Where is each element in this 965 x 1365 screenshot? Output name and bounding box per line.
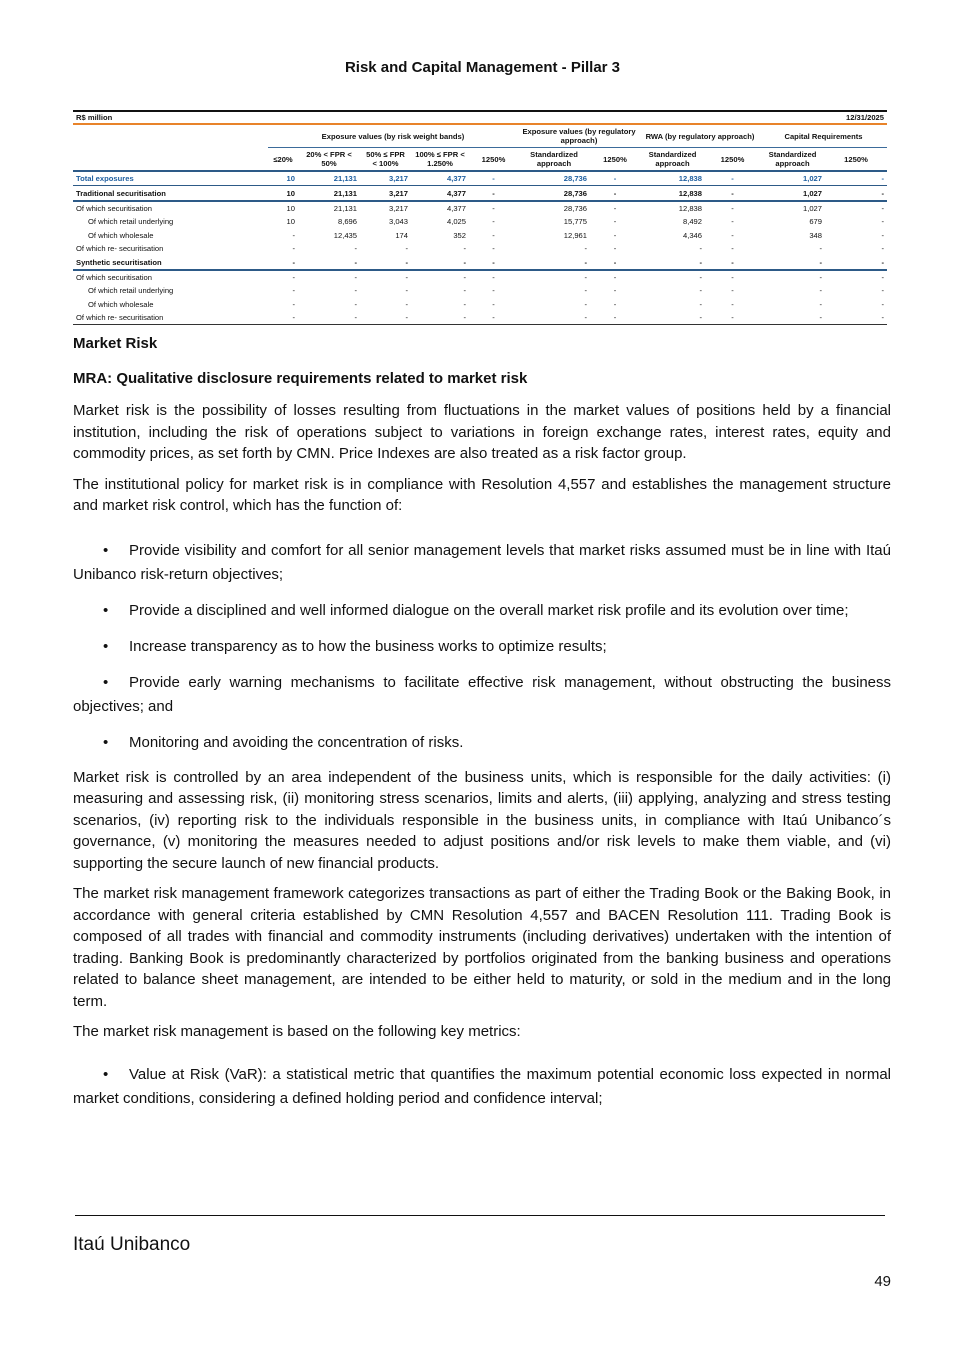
table-cell: -: [760, 311, 825, 325]
table-cell: -: [292, 244, 295, 254]
table-cell: -: [705, 311, 760, 325]
table-cell: -: [825, 171, 887, 186]
table-cell: -: [731, 217, 734, 227]
bullet-icon: •: [103, 733, 109, 751]
paragraph: The market risk management is based on the following key metrics:: [73, 1023, 521, 1040]
table-cell: 28,736: [563, 203, 587, 213]
table-cell: -: [292, 272, 295, 282]
row-label: Of which re- securitisation: [76, 244, 164, 254]
bullet-text: Provide early warning mechanisms to facilitate effective risk management, without obstructing the business objectives; and: [73, 673, 891, 715]
table-cell: -: [298, 255, 360, 269]
table-cell: -: [492, 244, 495, 254]
table-cell: -: [640, 311, 705, 325]
table-cell: -: [298, 311, 360, 325]
column-header: ≤20%: [268, 148, 298, 172]
table-cell: -: [640, 255, 705, 269]
table-cell: -: [292, 299, 295, 309]
column-header: Standardized approach: [760, 148, 825, 172]
table-cell: -: [469, 255, 518, 269]
row-label: Of which securitisation: [76, 203, 152, 213]
row-label: Traditional securitisation: [73, 186, 268, 201]
table-cell: 4,025: [446, 217, 466, 227]
table-cell: -: [584, 244, 587, 254]
bullet-item: [73, 1063, 891, 1111]
table-row: [73, 171, 887, 186]
table-cell: -: [705, 186, 760, 201]
table-cell: 10: [268, 171, 298, 186]
table-cell: -: [590, 255, 640, 269]
table-cell: 1,027: [760, 171, 825, 186]
bullet-text: Increase transparency as to how the business works to optimize results;: [129, 637, 607, 655]
table-cell: -: [469, 171, 518, 186]
table-cell: -: [699, 244, 702, 254]
column-header: 100% ≤ FPR < 1.250%: [411, 148, 469, 172]
table-row: [73, 229, 887, 242]
table-cell: 8,492: [682, 217, 702, 227]
table-row: [73, 284, 887, 297]
table-cell: 174: [395, 230, 408, 240]
table-cell: -: [354, 286, 357, 296]
group-header: Capital Requirements: [760, 124, 887, 148]
table-cell: -: [705, 255, 760, 269]
table-cell: 3,217: [360, 186, 411, 201]
table-cell: -: [613, 272, 617, 282]
table-cell: -: [699, 272, 702, 282]
bullet-text: Value at Risk (VaR): a statistical metric that quantifies the maximum potential economic loss expected in normal market conditions, considering a defined holding period and confidence interval;: [73, 1065, 891, 1107]
column-header: 1250%: [705, 148, 760, 172]
page-header: Risk and Capital Management - Pillar 3: [344, 59, 621, 76]
table-cell: -: [613, 230, 617, 240]
table-row: [73, 270, 887, 284]
table-cell: 21,131: [298, 171, 360, 186]
table-cell: 3,043: [388, 217, 408, 227]
table-cell: -: [590, 186, 640, 201]
table-row: [73, 298, 887, 311]
bullet-icon: •: [103, 1065, 109, 1083]
row-label: Of which wholesale: [88, 299, 154, 309]
table-cell: -: [492, 230, 495, 240]
group-header: RWA (by regulatory approach): [640, 124, 760, 148]
table-cell: 21,131: [298, 186, 360, 201]
table-cell: -: [492, 203, 495, 213]
table-cell: -: [699, 286, 702, 296]
table-cell: 28,736: [518, 171, 590, 186]
bullet-icon: •: [103, 541, 109, 559]
table-cell: 10: [286, 217, 295, 227]
column-header: 1250%: [825, 148, 887, 172]
column-header: 1250%: [469, 148, 518, 172]
table-cell: -: [613, 203, 617, 213]
table-cell: 10: [286, 203, 295, 213]
table-row: [73, 186, 887, 201]
column-header: 1250%: [590, 148, 640, 172]
table-cell: -: [819, 272, 822, 282]
table-cell: -: [590, 311, 640, 325]
table-cell: -: [819, 299, 822, 309]
group-header: Exposure values (by regulatory approach): [518, 124, 640, 148]
body-text: [73, 333, 891, 1123]
table-cell: -: [463, 286, 466, 296]
table-cell: -: [469, 311, 518, 325]
table-cell: -: [463, 244, 466, 254]
table-cell: -: [584, 272, 587, 282]
table-cell: -: [584, 299, 587, 309]
table-cell: 12,838: [640, 186, 705, 201]
table-cell: 8,696: [337, 217, 357, 227]
table-cell: -: [360, 255, 411, 269]
table-row: [73, 242, 887, 255]
bullet-icon: •: [103, 601, 109, 619]
table-cell: 679: [809, 217, 822, 227]
column-header: 50% ≤ FPR < 100%: [360, 148, 411, 172]
row-label: Of which re- securitisation: [73, 311, 268, 325]
table-row: [73, 311, 887, 325]
table-cell: 4,377: [411, 171, 469, 186]
table-cell: -: [360, 311, 411, 325]
paragraph: Market risk is controlled by an area independent of the business units, which is responsible for the daily activities: (i) measuring and assessing risk, (ii) monitoring stress scenarios, limits and alerts, (iii) applying, analyzing and stress testing scenarios, (iv) reporting risk to the individuals responsible in the business units, in compliance with Itaú Unibanco´s governance, (v) monitoring the measures needed to adjust positions and/or risk levels to make them viable, and (vi) supporting the secure launch of new financial products.: [73, 768, 891, 872]
bullet-item: [73, 539, 891, 587]
table-cell: 4,346: [682, 230, 702, 240]
row-label: Total exposures: [73, 171, 268, 186]
table-cell: -: [292, 230, 295, 240]
table-cell: -: [881, 217, 885, 227]
table-cell: 15,775: [563, 217, 587, 227]
row-label: Of which retail underlying: [88, 286, 174, 296]
table-cell: -: [492, 272, 495, 282]
table-cell: -: [613, 244, 617, 254]
date-label: 12/31/2025: [268, 111, 887, 124]
table-cell: -: [881, 272, 885, 282]
table-cell: -: [405, 272, 408, 282]
table-cell: -: [825, 186, 887, 201]
table-cell: -: [463, 272, 466, 282]
footer-brand: Itaú Unibanco: [73, 1234, 191, 1255]
table-cell: -: [292, 286, 295, 296]
table-cell: -: [469, 186, 518, 201]
table-cell: -: [819, 244, 822, 254]
footer-divider: [75, 1215, 885, 1216]
table-cell: 10: [268, 186, 298, 201]
column-header: Standardized approach: [640, 148, 705, 172]
table-cell: -: [405, 299, 408, 309]
table-cell: -: [354, 272, 357, 282]
table-cell: -: [825, 311, 887, 325]
table-cell: -: [518, 311, 590, 325]
table-cell: 12,838: [678, 203, 702, 213]
table-cell: -: [881, 286, 885, 296]
table-cell: 4,377: [446, 203, 466, 213]
paragraph: The market risk management framework categorizes transactions as part of either the Trading Book or the Baking Book, in accordance with general criteria established by CMN Resolution 4,557 and BACEN Resolution 111. Trading Book is composed of all trades with financial and commodity instruments (including derivatives) undertaken with the intention of trading. Banking Book is predominantly characterized by portfolios originated from the banking business and operations related to balance sheet management, are intended to be either held to maturity, or sold in the medium and in the long term.: [73, 885, 891, 1010]
table-cell: -: [699, 299, 702, 309]
table-cell: -: [731, 299, 734, 309]
table-cell: 12,435: [333, 230, 357, 240]
table-cell: -: [731, 272, 734, 282]
table-cell: -: [590, 171, 640, 186]
row-label: Synthetic securitisation: [73, 255, 268, 269]
table-cell: 12,838: [640, 171, 705, 186]
table-cell: -: [492, 286, 495, 296]
bullet-item: [73, 599, 891, 623]
securitisation-table: [73, 110, 887, 325]
table-cell: -: [881, 230, 885, 240]
table-cell: -: [613, 217, 617, 227]
table-cell: -: [731, 230, 734, 240]
table-cell: -: [881, 203, 885, 213]
table-row: [73, 201, 887, 215]
table-cell: -: [492, 217, 495, 227]
group-header: Exposure values (by risk weight bands): [268, 124, 518, 148]
page-number: 49: [874, 1273, 891, 1290]
table-cell: -: [825, 255, 887, 269]
bullet-text: Monitoring and avoiding the concentration of risks.: [129, 733, 464, 751]
table-cell: -: [731, 203, 734, 213]
section-heading: Market Risk: [73, 335, 158, 352]
table-cell: 1,027: [760, 186, 825, 201]
table-cell: 1,027: [802, 203, 822, 213]
paragraph: Market risk is the possibility of losses resulting from fluctuations in the market values of positions held by a financial institution, including the risk of operations subject to variations in foreign exchange rates, interest rates, equity and commodity prices, as set forth by CMN. Price Indexes are also treated as a risk factor group.: [73, 402, 891, 462]
table-cell: -: [518, 255, 590, 269]
table-cell: -: [268, 255, 298, 269]
paragraph: The institutional policy for market risk is in compliance with Resolution 4,557 and establishes the management structure and market risk control, which has the function of:: [73, 475, 891, 514]
table-cell: -: [463, 299, 466, 309]
row-label: Of which wholesale: [88, 230, 154, 240]
table-cell: 12,961: [563, 230, 587, 240]
table-cell: -: [760, 255, 825, 269]
table-cell: -: [584, 286, 587, 296]
table-cell: -: [354, 299, 357, 309]
table-row: [73, 215, 887, 228]
table-cell: 3,217: [360, 171, 411, 186]
bullet-item: [73, 635, 891, 659]
table-cell: 352: [453, 230, 466, 240]
table-cell: -: [613, 286, 617, 296]
table-cell: 348: [809, 230, 822, 240]
table-cell: -: [705, 171, 760, 186]
table-cell: -: [405, 286, 408, 296]
table-cell: -: [881, 299, 885, 309]
table-cell: -: [731, 244, 734, 254]
row-label: Of which retail underlying: [88, 217, 174, 227]
column-header: 20% < FPR < 50%: [298, 148, 360, 172]
table-cell: -: [731, 286, 734, 296]
unit-label: R$ million: [73, 111, 268, 124]
bullet-text: Provide a disciplined and well informed dialogue on the overall market risk profile and its evolution over time;: [129, 601, 849, 619]
table-cell: 4,377: [411, 186, 469, 201]
table-cell: -: [819, 286, 822, 296]
table-cell: -: [268, 311, 298, 325]
table-cell: 3,217: [388, 203, 408, 213]
column-header: Standardized approach: [518, 148, 590, 172]
bullet-icon: •: [103, 637, 109, 655]
bullet-text: Provide visibility and comfort for all senior management levels that market risks assumed must be in line with Itaú Unibanco risk-return objectives;: [73, 541, 891, 583]
subsection-heading: MRA: Qualitative disclosure requirements related to market risk: [73, 369, 528, 387]
row-label: Of which securitisation: [76, 272, 152, 282]
table-cell: -: [881, 244, 885, 254]
bullet-item: [73, 671, 891, 719]
table-cell: 28,736: [518, 186, 590, 201]
table-cell: -: [613, 299, 617, 309]
table-row: [73, 255, 887, 269]
table-cell: -: [411, 311, 469, 325]
table-cell: 21,131: [333, 203, 357, 213]
table-cell: -: [411, 255, 469, 269]
table-cell: -: [354, 244, 357, 254]
bullet-item: [73, 731, 891, 755]
bullet-icon: •: [103, 673, 109, 691]
table-cell: -: [492, 299, 495, 309]
table-cell: -: [405, 244, 408, 254]
